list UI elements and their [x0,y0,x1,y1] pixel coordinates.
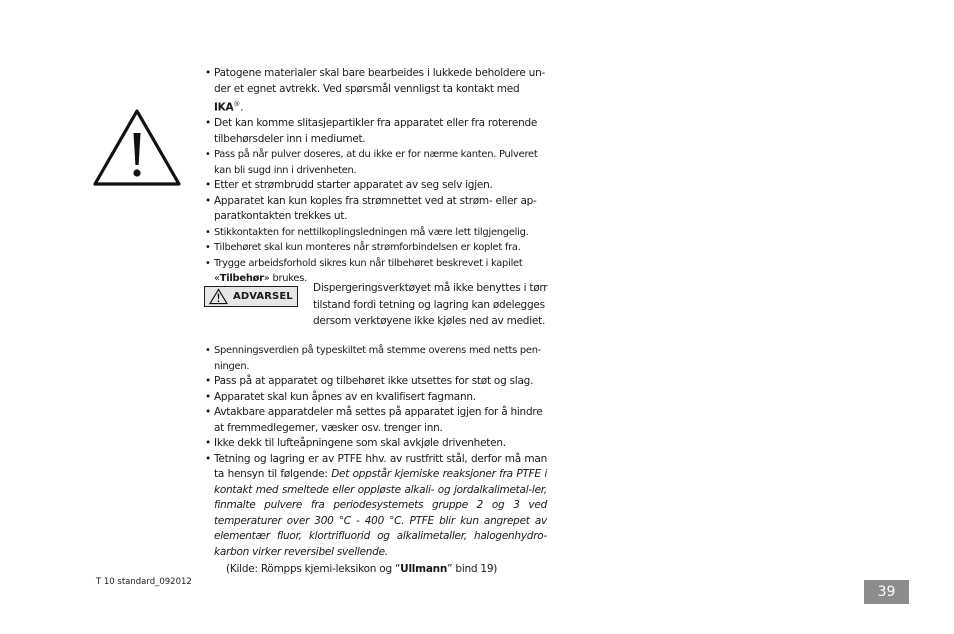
safety-notes-list [205,66,547,287]
warning-triangle-icon [92,106,182,188]
list-item: • Etter et strømbrudd starter apparatet av seg selv igjen. [205,178,547,194]
list-item: • Tilbehøret skal kun monteres når strømforbindelsen er koplet fra. [205,240,547,256]
list-item: • Spenningsverdien på typeskiltet må stemme overens med netts pen- ningen. [205,343,547,374]
list-item: • Pass på at apparatet og tilbehøret ikke utsettes for støt og slag. [205,374,547,390]
list-item: • Avtakbare apparatdeler må settes på apparatet igjen for å hindre at fremmedlegemer, væsker osv. trenger inn. [205,405,547,436]
ptfe-note: • Tetning og lagring er av PTFE hhv. av rustfritt stål, derfor må man ta hensyn til følgende: Det oppstår kjemiske reaksjoner fra PTFE i kontakt med smeltede eller oppløste alkali- og jordalkalimetal-ler, finmalte pulvere fra periodesystemets gruppe 2 og 3 ved temperaturer over 300 °C - 400 °C. PTFE blir kun angrepet av elementær fluor, klortrifluorid og alkalimetaller, halogenhydro-karbon virker reversibel svellende. [205,452,547,561]
list-item: • Trygge arbeidsforhold sikres kun når tilbehøret beskrevet i kapilet «Tilbehør» brukes. [205,256,547,287]
warning-text: Dispergeringsverktøyet må ikke benyttes i tørr tilstand fordi tetning og lagring kan ødelegges dersom verktøyene ikke kjøles ned av mediet. [313,282,548,327]
document-code: T 10 standard_092012 [96,577,192,587]
list-item: • Stikkontakten for nettilkoplingsledningen må være lett tilgjengelig. [205,225,547,241]
safety-notes-list-2 [205,343,547,578]
warning-badge [204,286,298,307]
list-item: • Patogene materialer skal bare bearbeides i lukkede beholdere un- der et egnet avtrekk. Ved spørsmål vennligst ta kontakt med IKA®. [205,66,547,116]
ptfe-chemistry-text: Det oppstår kjemiske reaksjoner fra PTFE i kontakt med smeltede eller oppløste alkali- og jordalkalimetal-ler, finmalte pulvere fra periodesystemets gruppe 2 og 3 ved temperaturer over 300 °C - 400 °C. PTFE blir kun angrepet av elementær fluor, klortrifluorid og alkalimetaller, halogenhydro-karbon virker reversibel svellende. [214,468,547,558]
warning-label: ADVARSEL [233,291,293,302]
list-item: • Det kan komme slitasjepartikler fra apparatet eller fra roterende tilbehørsdeler inn i mediumet. [205,116,547,147]
list-item: • Pass på når pulver doseres, at du ikke er for nærme kanten. Pulveret kan bli sugd inn i drivenheten. [205,147,547,178]
list-item: • Apparatet kan kun koples fra strømnettet ved at strøm- eller ap- paratkontakten trekkes ut. [205,194,547,225]
page-number: 39 [864,580,909,604]
source-citation: (Kilde: Römpps kjemi-leksikon og “Ullmann” bind 19) [226,563,498,575]
list-item: • Ikke dekk til lufteåpningene som skal avkjøle drivenheten. [205,436,547,452]
warning-triangle-small-icon [209,288,228,305]
list-item: • Apparatet skal kun åpnes av en kvalifisert fagmann. [205,390,547,406]
